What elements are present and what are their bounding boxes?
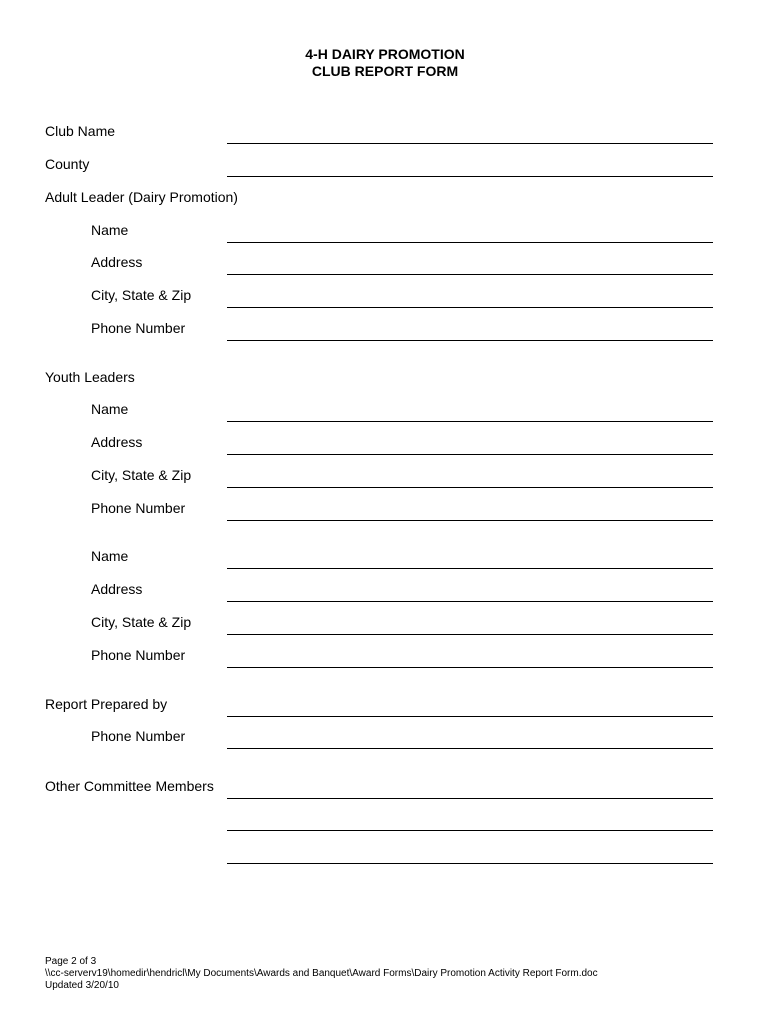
file-path: \\cc-serverv19\homedir\hendricl\My Documents\Awards and Banquet\Award Forms\Dairy Promotion Activity Report Form.doc	[45, 968, 598, 979]
county-label: County	[45, 156, 90, 172]
youth-leader-2-city-row	[0, 605, 770, 635]
form-title-line-1: 4-H DAIRY PROMOTION	[305, 46, 465, 62]
county-field[interactable]	[227, 158, 713, 177]
committee-label: Other Committee Members	[45, 778, 214, 794]
adult-leader-city-label: City, State & Zip	[91, 287, 192, 303]
youth-leader-1-phone-label: Phone Number	[91, 500, 186, 516]
youth-leader-1-city-label: City, State & Zip	[91, 467, 192, 483]
youth-leader-1-address-row	[0, 425, 770, 455]
club-name-row	[0, 114, 770, 144]
youth-leader-1-phone-row	[0, 491, 770, 521]
report-phone-field[interactable]	[227, 730, 713, 749]
adult-leader-name-label: Name	[91, 222, 129, 238]
report-prepared-by-row	[0, 687, 770, 717]
report-phone-label: Phone Number	[91, 728, 186, 744]
youth-leader-1-name-row	[0, 392, 770, 422]
updated-date: Updated 3/20/10	[45, 980, 119, 991]
adult-leader-city-row	[0, 278, 770, 308]
youth-leader-1-city-row	[0, 458, 770, 488]
report-prepared-by-field[interactable]	[227, 698, 713, 717]
committee-row-3	[0, 834, 770, 864]
youth-leader-2-address-label: Address	[91, 581, 143, 597]
committee-member-field-3[interactable]	[227, 845, 713, 864]
committee-member-field-2[interactable]	[227, 812, 713, 831]
youth-leader-1-city-field[interactable]	[227, 469, 713, 488]
adult-leader-phone-label: Phone Number	[91, 320, 186, 336]
adult-leader-address-row	[0, 245, 770, 275]
youth-leader-2-phone-field[interactable]	[227, 649, 713, 668]
report-prepared-by-label: Report Prepared by	[45, 696, 168, 712]
adult-leader-address-field[interactable]	[227, 256, 713, 275]
committee-row-1	[0, 769, 770, 799]
youth-leader-2-phone-row	[0, 638, 770, 668]
youth-leaders-heading-row	[0, 360, 770, 390]
adult-leader-phone-field[interactable]	[227, 322, 713, 341]
youth-leader-2-city-field[interactable]	[227, 616, 713, 635]
adult-leader-address-label: Address	[91, 254, 143, 270]
committee-member-field-1[interactable]	[227, 780, 713, 799]
committee-row-2	[0, 801, 770, 831]
adult-leader-city-field[interactable]	[227, 289, 713, 308]
youth-leader-1-phone-field[interactable]	[227, 502, 713, 521]
youth-leader-2-name-label: Name	[91, 548, 129, 564]
youth-leader-1-address-field[interactable]	[227, 436, 713, 455]
youth-leader-2-name-field[interactable]	[227, 550, 713, 569]
youth-leader-2-address-field[interactable]	[227, 583, 713, 602]
county-row	[0, 147, 770, 177]
youth-leader-1-address-label: Address	[91, 434, 143, 450]
adult-leader-phone-row	[0, 311, 770, 341]
youth-leader-2-city-label: City, State & Zip	[91, 614, 192, 630]
club-name-label: Club Name	[45, 123, 116, 139]
page-footer	[45, 956, 598, 992]
report-phone-row	[0, 719, 770, 749]
adult-leader-heading: Adult Leader (Dairy Promotion)	[45, 189, 238, 205]
page-number: Page 2 of 3	[45, 956, 97, 967]
club-name-field[interactable]	[227, 125, 713, 144]
form-title-line-2: CLUB REPORT FORM	[311, 63, 459, 79]
adult-leader-name-field[interactable]	[227, 224, 713, 243]
adult-leader-name-row	[0, 213, 770, 243]
youth-leader-1-name-label: Name	[91, 401, 129, 417]
youth-leader-2-name-row	[0, 539, 770, 569]
youth-leader-2-phone-label: Phone Number	[91, 647, 186, 663]
youth-leaders-heading: Youth Leaders	[45, 369, 135, 385]
youth-leader-2-address-row	[0, 572, 770, 602]
youth-leader-1-name-field[interactable]	[227, 403, 713, 422]
adult-leader-heading-row	[0, 180, 770, 210]
